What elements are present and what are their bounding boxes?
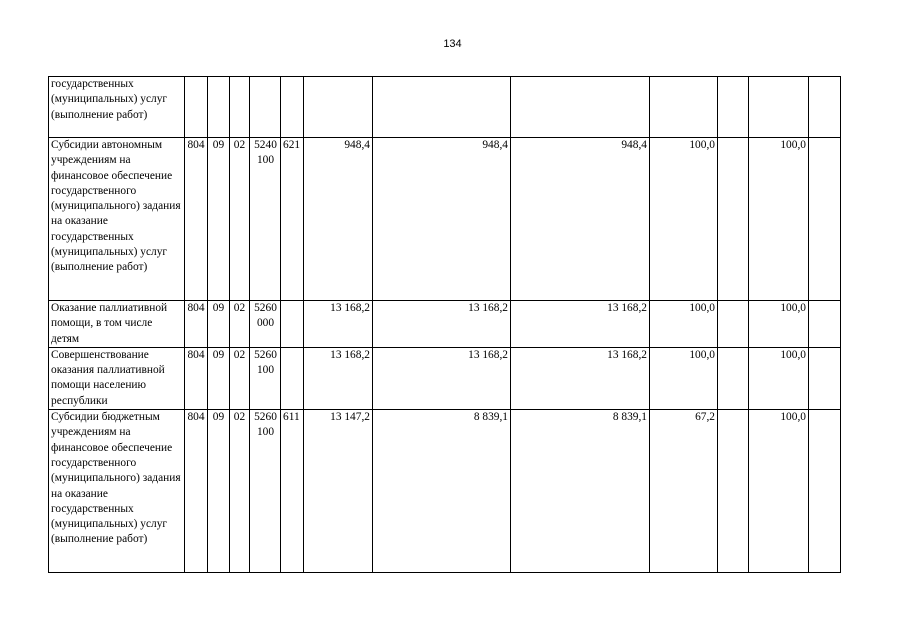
empty-cell: [718, 77, 749, 138]
vr-cell: [281, 301, 304, 348]
table-row: [49, 410, 841, 573]
vr-cell: 611: [281, 410, 304, 573]
table-body: [49, 77, 841, 573]
pr-cell: 02: [230, 347, 250, 409]
percent-cell-1: 67,2: [650, 410, 718, 573]
row-name-cell: Субсидии автономным учреждениям на финансовое обеспечение государственного (муниципального) задания на оказание государственных (муниципальных) услуг (выполнение работ): [49, 138, 185, 301]
amount-cell-2: 948,4: [373, 138, 511, 301]
empty-cell: [809, 347, 841, 409]
csr-cell: [250, 347, 281, 409]
vr-cell: [281, 77, 304, 138]
amount-cell-1: [304, 77, 373, 138]
vr-cell: 621: [281, 138, 304, 301]
amount-cell-3: 948,4: [511, 138, 650, 301]
pr-cell: 02: [230, 138, 250, 301]
amount-cell-1: 13 168,2: [304, 347, 373, 409]
ved-cell: [185, 77, 208, 138]
csr-cell: [250, 301, 281, 348]
empty-cell: [718, 347, 749, 409]
rz-cell: 09: [208, 138, 230, 301]
empty-cell: [718, 301, 749, 348]
percent-cell-1: 100,0: [650, 138, 718, 301]
row-name-cell: Субсидии бюджетным учреждениям на финансовое обеспечение государственного (муниципального) задания на оказание государственных (муниципальных) услуг (выполнение работ): [49, 410, 185, 573]
ved-cell: 804: [185, 347, 208, 409]
csr-code: 5240 100: [254, 139, 277, 167]
empty-cell: [809, 301, 841, 348]
amount-cell-3: 8 839,1: [511, 410, 650, 573]
pr-cell: 02: [230, 410, 250, 573]
empty-cell: [809, 77, 841, 138]
percent-cell-2: 100,0: [749, 410, 809, 573]
amount-cell-1: 13 147,2: [304, 410, 373, 573]
csr-cell: [250, 410, 281, 573]
amount-cell-2: 13 168,2: [373, 301, 511, 348]
table-row: [49, 301, 841, 348]
percent-cell-2: 100,0: [749, 347, 809, 409]
pr-cell: [230, 77, 250, 138]
page-number: 134: [443, 38, 462, 50]
row-name-cell: Совершенствование оказания паллиативной помощи населению республики: [49, 347, 185, 409]
empty-cell: [718, 410, 749, 573]
table-row: [49, 138, 841, 301]
vr-cell: [281, 347, 304, 409]
rz-cell: 09: [208, 301, 230, 348]
percent-cell-2: [749, 77, 809, 138]
table-row: [49, 77, 841, 138]
amount-cell-3: 13 168,2: [511, 301, 650, 348]
rz-cell: 09: [208, 410, 230, 573]
ved-cell: 804: [185, 410, 208, 573]
csr-code: 5260 100: [254, 411, 277, 439]
csr-code: 5260 000: [254, 302, 277, 330]
csr-code: 5260 100: [254, 348, 277, 377]
percent-cell-2: 100,0: [749, 301, 809, 348]
percent-cell-1: 100,0: [650, 301, 718, 348]
amount-cell-2: [373, 77, 511, 138]
amount-cell-1: 948,4: [304, 138, 373, 301]
amount-cell-2: 13 168,2: [373, 347, 511, 409]
ved-cell: 804: [185, 301, 208, 348]
rz-cell: [208, 77, 230, 138]
empty-cell: [718, 138, 749, 301]
amount-cell-3: [511, 77, 650, 138]
budget-table: [48, 76, 841, 573]
row-name-cell: Оказание паллиативной помощи, в том числе детям: [49, 301, 185, 348]
percent-cell-1: 100,0: [650, 347, 718, 409]
percent-cell-2: 100,0: [749, 138, 809, 301]
ved-cell: 804: [185, 138, 208, 301]
empty-cell: [809, 138, 841, 301]
pr-cell: 02: [230, 301, 250, 348]
percent-cell-1: [650, 77, 718, 138]
amount-cell-3: 13 168,2: [511, 347, 650, 409]
amount-cell-2: 8 839,1: [373, 410, 511, 573]
csr-cell: [250, 138, 281, 301]
rz-cell: 09: [208, 347, 230, 409]
row-name-cell: государственных (муниципальных) услуг (выполнение работ): [49, 77, 185, 138]
empty-cell: [809, 410, 841, 573]
amount-cell-1: 13 168,2: [304, 301, 373, 348]
csr-cell: [250, 77, 281, 138]
table-row: [49, 347, 841, 409]
